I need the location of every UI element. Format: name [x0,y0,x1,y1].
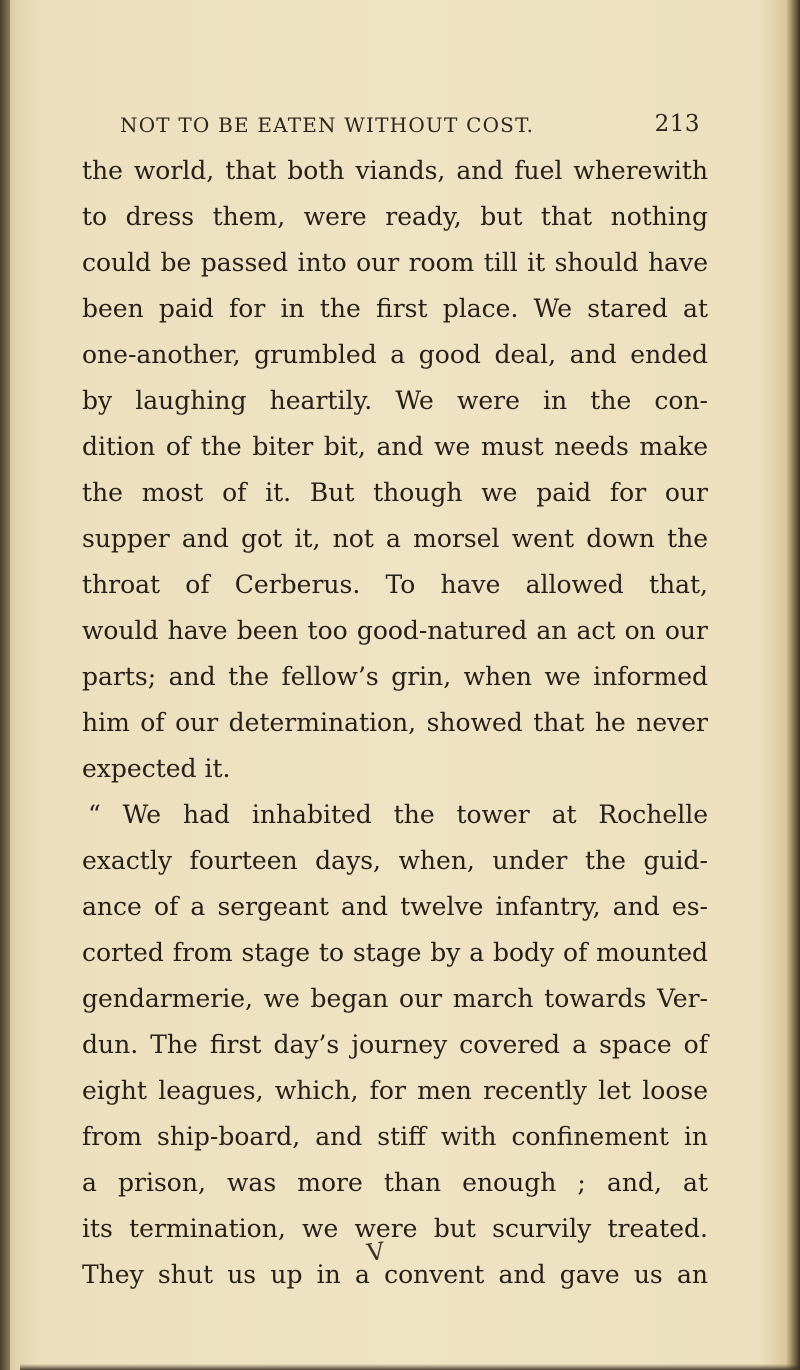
text-line: to dress them, were ready, but that nothing [82,202,708,231]
text-line: the most of it. But though we paid for our [82,478,708,507]
text-line: could be passed into our room till it should have [82,248,708,277]
text-line: one-another, grumbled a good deal, and ended [82,340,708,369]
text-line: gendarmerie, we began our march towards Ver- [82,984,708,1013]
text-line: supper and got it, not a morsel went down the [82,524,708,553]
text-line: been paid for in the first place. We stared at [82,294,708,323]
text-line: parts; and the fellow’s grin, when we informed [82,662,708,691]
text-line: from ship-board, and stiff with confinement in [82,1122,708,1151]
text-line: the world, that both viands, and fuel wherewith [82,156,708,185]
text-line: corted from stage to stage by a body of mounted [82,938,708,967]
text-line: its termination, we were but scurvily treated. [82,1214,708,1243]
text-line: exactly fourteen days, when, under the guid- [82,846,708,875]
page-number: 213 [654,111,700,137]
text-line: by laughing heartily. We were in the con- [82,386,708,415]
text-line: eight leagues, which, for men recently let loose [82,1076,708,1105]
body-text [82,148,708,1298]
text-line: dition of the biter bit, and we must needs make [82,432,708,461]
text-line: They shut us up in a convent and gave us an [82,1260,708,1289]
text-line: “ We had inhabited the tower at Rochelle [88,800,708,829]
text-line: expected it. [82,754,231,783]
signature-mark: V [365,1236,387,1268]
page-bottom-edge [20,1364,800,1370]
page-binding-edge [0,0,10,1370]
text-line: a prison, was more than enough ; and, at [82,1168,708,1197]
text-line: throat of Cerberus. To have allowed that, [82,570,708,599]
running-head-title: NOT TO BE EATEN WITHOUT COST. [120,113,535,137]
text-line: would have been too good-natured an act on our [82,616,708,645]
text-line: him of our determination, showed that he never [82,708,708,737]
running-head [120,113,700,137]
text-line: dun. The first day’s journey covered a space of [82,1030,708,1059]
text-line: ance of a sergeant and twelve infantry, and es- [82,892,708,921]
